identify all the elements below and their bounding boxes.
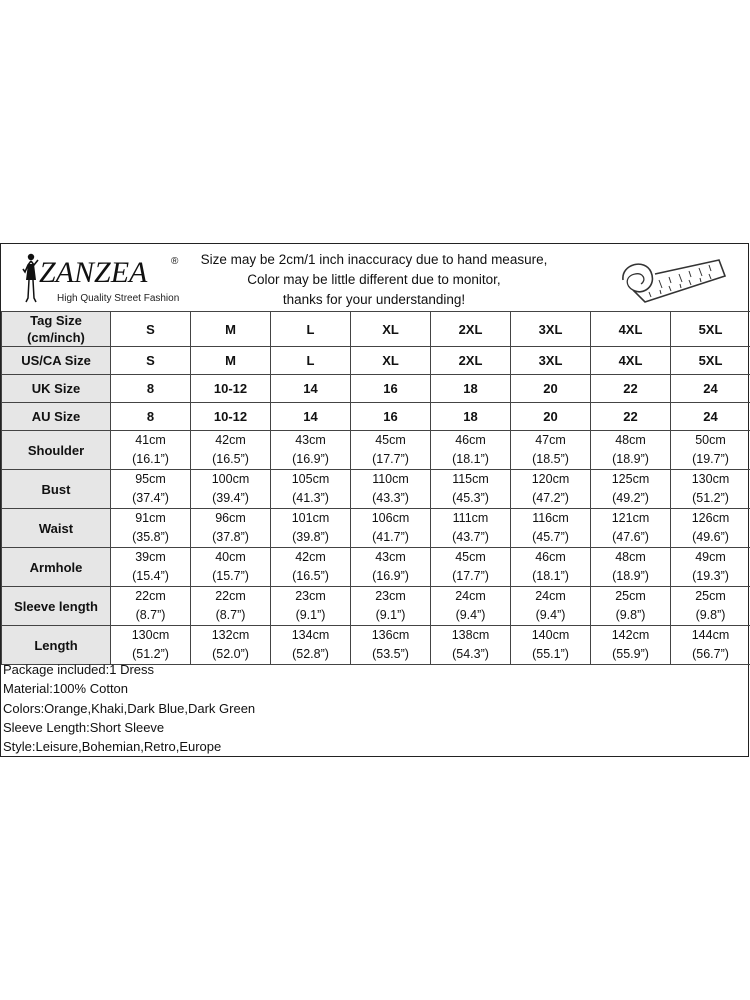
table-cell: 45cm (17.7”): [351, 431, 431, 470]
table-cell: 5XL: [671, 347, 750, 375]
table-cell: 14: [271, 375, 351, 403]
detail-package: Package included:1 Dress: [3, 662, 155, 677]
row-header: Tag Size (cm/inch): [2, 312, 111, 347]
table-cell: 110cm (43.3”): [351, 470, 431, 509]
table-cell: 121cm (47.6”): [591, 509, 671, 548]
table-cell: 18: [431, 403, 511, 431]
table-cell: 18: [431, 375, 511, 403]
table-cell: 100cm (39.4”): [191, 470, 271, 509]
table-cell: 16: [351, 375, 431, 403]
table-cell: 48cm (18.9”): [591, 548, 671, 587]
size-table: [1, 311, 750, 665]
table-cell: 46cm (18.1”): [431, 431, 511, 470]
detail-colors: Colors:Orange,Khaki,Dark Blue,Dark Green: [3, 700, 256, 716]
table-row: [2, 347, 750, 375]
table-cell: 22: [591, 375, 671, 403]
note-line: Color may be little different due to monitor,: [247, 272, 501, 287]
table-cell: 45cm (17.7”): [431, 548, 511, 587]
table-cell: 140cm (55.1”): [511, 626, 591, 665]
table-cell: 4XL: [591, 347, 671, 375]
row-header: Sleeve length: [2, 587, 111, 626]
table-cell: 22: [591, 403, 671, 431]
row-header: Length: [2, 626, 111, 665]
table-cell: 23cm (9.1”): [351, 587, 431, 626]
row-header: US/CA Size: [2, 347, 111, 375]
table-cell: 39cm (15.4”): [111, 548, 191, 587]
table-row: [2, 587, 750, 626]
detail-style: Style:Leisure,Bohemian,Retro,Europe: [3, 739, 222, 755]
table-cell: 25cm (9.8”): [671, 587, 750, 626]
table-cell: 14: [271, 403, 351, 431]
table-cell: 91cm (35.8”): [111, 509, 191, 548]
table-cell: 24: [671, 403, 750, 431]
brand-tagline: High Quality Street Fashion: [57, 293, 180, 304]
table-cell: 24cm (9.4”): [431, 587, 511, 626]
table-cell: 96cm (37.8”): [191, 509, 271, 548]
brand-name: ZANZEA: [39, 256, 148, 289]
table-cell: 111cm (43.7”): [431, 509, 511, 548]
table-cell: 46cm (18.1”): [511, 548, 591, 587]
table-cell: 43cm (16.9”): [351, 548, 431, 587]
table-cell: M: [191, 347, 271, 375]
table-row: [2, 403, 750, 431]
row-header: AU Size: [2, 403, 111, 431]
table-cell: L: [271, 347, 351, 375]
table-cell: 115cm (45.3”): [431, 470, 511, 509]
table-cell: 4XL: [591, 312, 671, 347]
table-row: [2, 312, 750, 347]
table-row: [2, 375, 750, 403]
table-cell: 41cm (16.1”): [111, 431, 191, 470]
table-cell: 126cm (49.6”): [671, 509, 750, 548]
table-cell: 43cm (16.9”): [271, 431, 351, 470]
table-cell: 50cm (19.7”): [671, 431, 750, 470]
table-cell: 24cm (9.4”): [511, 587, 591, 626]
table-cell: 49cm (19.3”): [671, 548, 750, 587]
table-cell: 47cm (18.5”): [511, 431, 591, 470]
table-cell: 105cm (41.3”): [271, 470, 351, 509]
measurement-notes: [189, 250, 559, 310]
table-cell: 142cm (55.9”): [591, 626, 671, 665]
table-cell: 20: [511, 375, 591, 403]
table-cell: 101cm (39.8”): [271, 509, 351, 548]
table-cell: M: [191, 312, 271, 347]
table-cell: 120cm (47.2”): [511, 470, 591, 509]
table-cell: 48cm (18.9”): [591, 431, 671, 470]
table-cell: 8: [111, 403, 191, 431]
table-cell: 134cm (52.8”): [271, 626, 351, 665]
table-cell: 125cm (49.2”): [591, 470, 671, 509]
table-cell: 22cm (8.7”): [191, 587, 271, 626]
table-cell: 24: [671, 375, 750, 403]
table-cell: XL: [351, 347, 431, 375]
table-cell: 40cm (15.7”): [191, 548, 271, 587]
table-cell: 2XL: [431, 347, 511, 375]
table-cell: 25cm (9.8”): [591, 587, 671, 626]
table-cell: 136cm (53.5”): [351, 626, 431, 665]
table-row: [2, 470, 750, 509]
table-cell: 23cm (9.1”): [271, 587, 351, 626]
table-cell: 2XL: [431, 312, 511, 347]
product-details: [3, 660, 255, 756]
table-cell: 95cm (37.4”): [111, 470, 191, 509]
table-cell: 144cm (56.7”): [671, 626, 750, 665]
table-cell: 3XL: [511, 347, 591, 375]
table-row: [2, 626, 750, 665]
chart-header: [1, 244, 748, 312]
measuring-tape-icon: [615, 250, 735, 306]
row-header: Waist: [2, 509, 111, 548]
table-cell: 132cm (52.0”): [191, 626, 271, 665]
table-cell: 42cm (16.5”): [191, 431, 271, 470]
table-cell: 116cm (45.7”): [511, 509, 591, 548]
note-line: Size may be 2cm/1 inch inaccuracy due to hand measure,: [200, 252, 548, 267]
table-cell: 5XL: [671, 312, 750, 347]
table-cell: 22cm (8.7”): [111, 587, 191, 626]
table-cell: 8: [111, 375, 191, 403]
detail-material: Material:100% Cotton: [3, 681, 129, 697]
table-row: [2, 548, 750, 587]
size-chart-sheet: [0, 243, 749, 757]
table-cell: S: [111, 312, 191, 347]
table-cell: 138cm (54.3”): [431, 626, 511, 665]
table-cell: 16: [351, 403, 431, 431]
table-cell: L: [271, 312, 351, 347]
note-line: thanks for your understanding!: [282, 292, 466, 307]
detail-sleeve-length: Sleeve Length:Short Sleeve: [3, 719, 165, 735]
table-cell: S: [111, 347, 191, 375]
row-header: Bust: [2, 470, 111, 509]
row-header: Shoulder: [2, 431, 111, 470]
brand-logo: [19, 252, 179, 306]
table-cell: 106cm (41.7”): [351, 509, 431, 548]
table-row: [2, 431, 750, 470]
table-cell: 10-12: [191, 403, 271, 431]
table-cell: 130cm (51.2”): [671, 470, 750, 509]
table-row: [2, 509, 750, 548]
table-cell: 3XL: [511, 312, 591, 347]
row-header: UK Size: [2, 375, 111, 403]
table-cell: 130cm (51.2”): [111, 626, 191, 665]
table-cell: 10-12: [191, 375, 271, 403]
row-header: Armhole: [2, 548, 111, 587]
registered-mark: ®: [171, 256, 179, 267]
table-cell: 20: [511, 403, 591, 431]
table-cell: XL: [351, 312, 431, 347]
table-cell: 42cm (16.5”): [271, 548, 351, 587]
